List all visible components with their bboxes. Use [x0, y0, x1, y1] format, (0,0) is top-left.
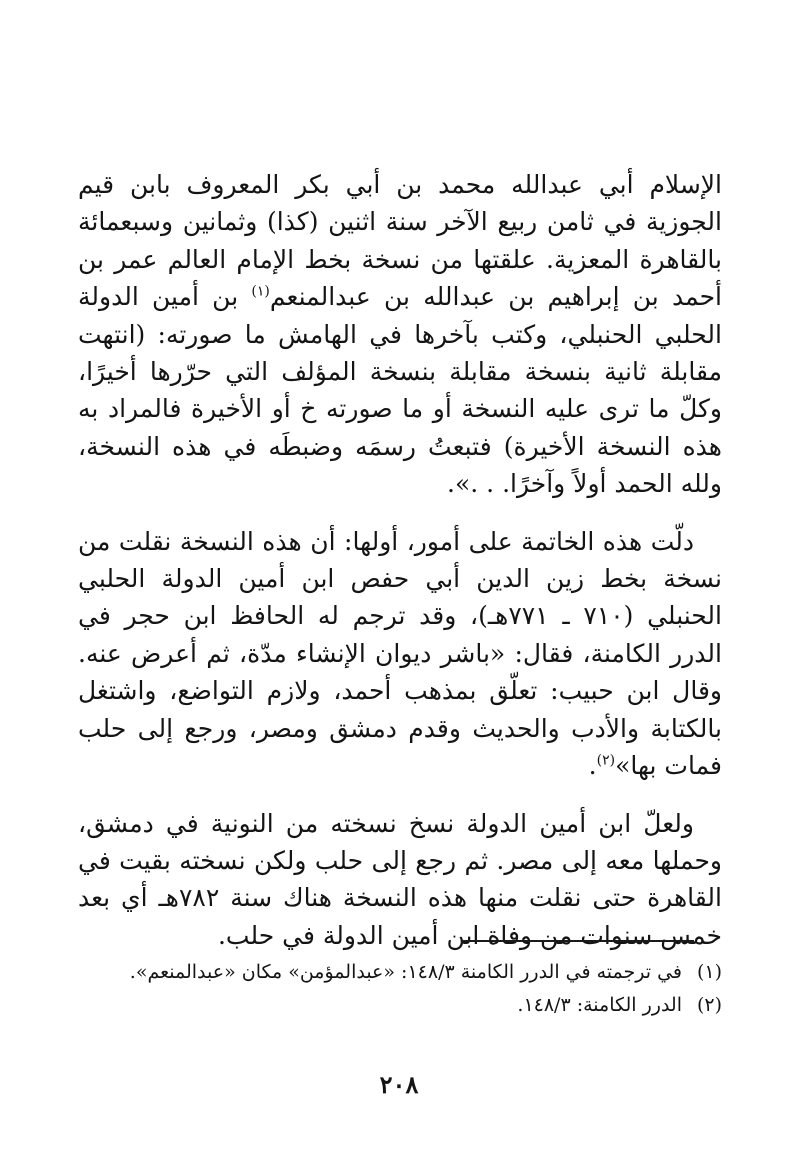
paragraph-gap [78, 785, 722, 805]
footnote-ref-1: (١) [251, 283, 270, 300]
paragraph-2-text-b: . [588, 751, 597, 781]
paragraph-1-text-a: الإسلام أبي عبدالله محمد بن أبي بكر المعروف بابن قيم الجوزية في ثامن ربيع الآخر سنة اثنين (كذا) وثمانين وسبعمائة بالقاهرة المعزية. علقتها من نسخة بخط الإمام العالم عمر بن أحمد بن إبراهيم بن عبدالله بن عبدالمنعم [78, 170, 722, 312]
main-text [78, 166, 722, 954]
page-number: ٢٠٨ [379, 1070, 419, 1099]
footnote-ref-2: (٢) [596, 752, 616, 769]
paragraph-2 [78, 523, 722, 785]
footnotes [78, 956, 722, 1022]
footnote-2-number: (٢) [696, 994, 722, 1016]
paragraph-1 [78, 166, 722, 503]
paragraph-3-text: ولعلّ ابن أمين الدولة نسخ نسخته من النونية في دمشق، وحملها معه إلى مصر. ثم رجع إلى حلب ولكن نسخته بقيت في القاهرة حتى نقلت منها هذه النسخة هناك سنة ٧٨٢هـ أي بعد خمس سنوات من وفاة ابن أمين الدولة في حلب. [78, 808, 722, 950]
footnote-2-text: الدرر الكامنة: ١٤٨/٣. [517, 994, 682, 1016]
footnote-2 [78, 989, 722, 1022]
paragraph-gap [78, 503, 722, 523]
footnote-1-number: (١) [696, 961, 722, 983]
paragraph-3 [78, 805, 722, 955]
paragraph-1-text-b: بن أمين الدولة الحلبي الحنبلي، وكتب بآخرها في الهامش ما صورته: (انتهت مقابلة ثانية بنسخة مقابلة بنسخة المؤلف التي حرّرها أخيرًا، وكلّ ما ترى عليه النسخة أو ما صورته خ أو الأخيرة فالمراد به هذه النسخة الأخيرة) فتبعتُ رسمَه وضبطَه في هذه النسخة، ولله الحمد أولاً وآخرًا. . .». [78, 282, 722, 499]
footnote-1-text: في ترجمته في الدرر الكامنة ١٤٨/٣: «عبدالمؤمن» مكان «عبدالمنعم». [129, 961, 682, 983]
footnote-1 [78, 956, 722, 989]
paragraph-2-text-a: دلّت هذه الخاتمة على أمور، أولها: أن هذه النسخة نقلت من نسخة بخط زين الدين أبي حفص ابن أمين الدولة الحلبي الحنبلي (٧١٠ ـ ٧٧١هـ)، وقد ترجم له الحافظ ابن حجر في الدرر الكامنة، فقال: «باشر ديوان الإنشاء مدّة، ثم أعرض عنه. وقال ابن حبيب: تعلّق بمذهب أحمد، ولازم التواضع، واشتغل بالكتابة والأدب والحديث وقدم دمشق ومصر، ورجع إلى حلب فمات بها» [78, 526, 722, 781]
footnote-separator [462, 940, 694, 942]
